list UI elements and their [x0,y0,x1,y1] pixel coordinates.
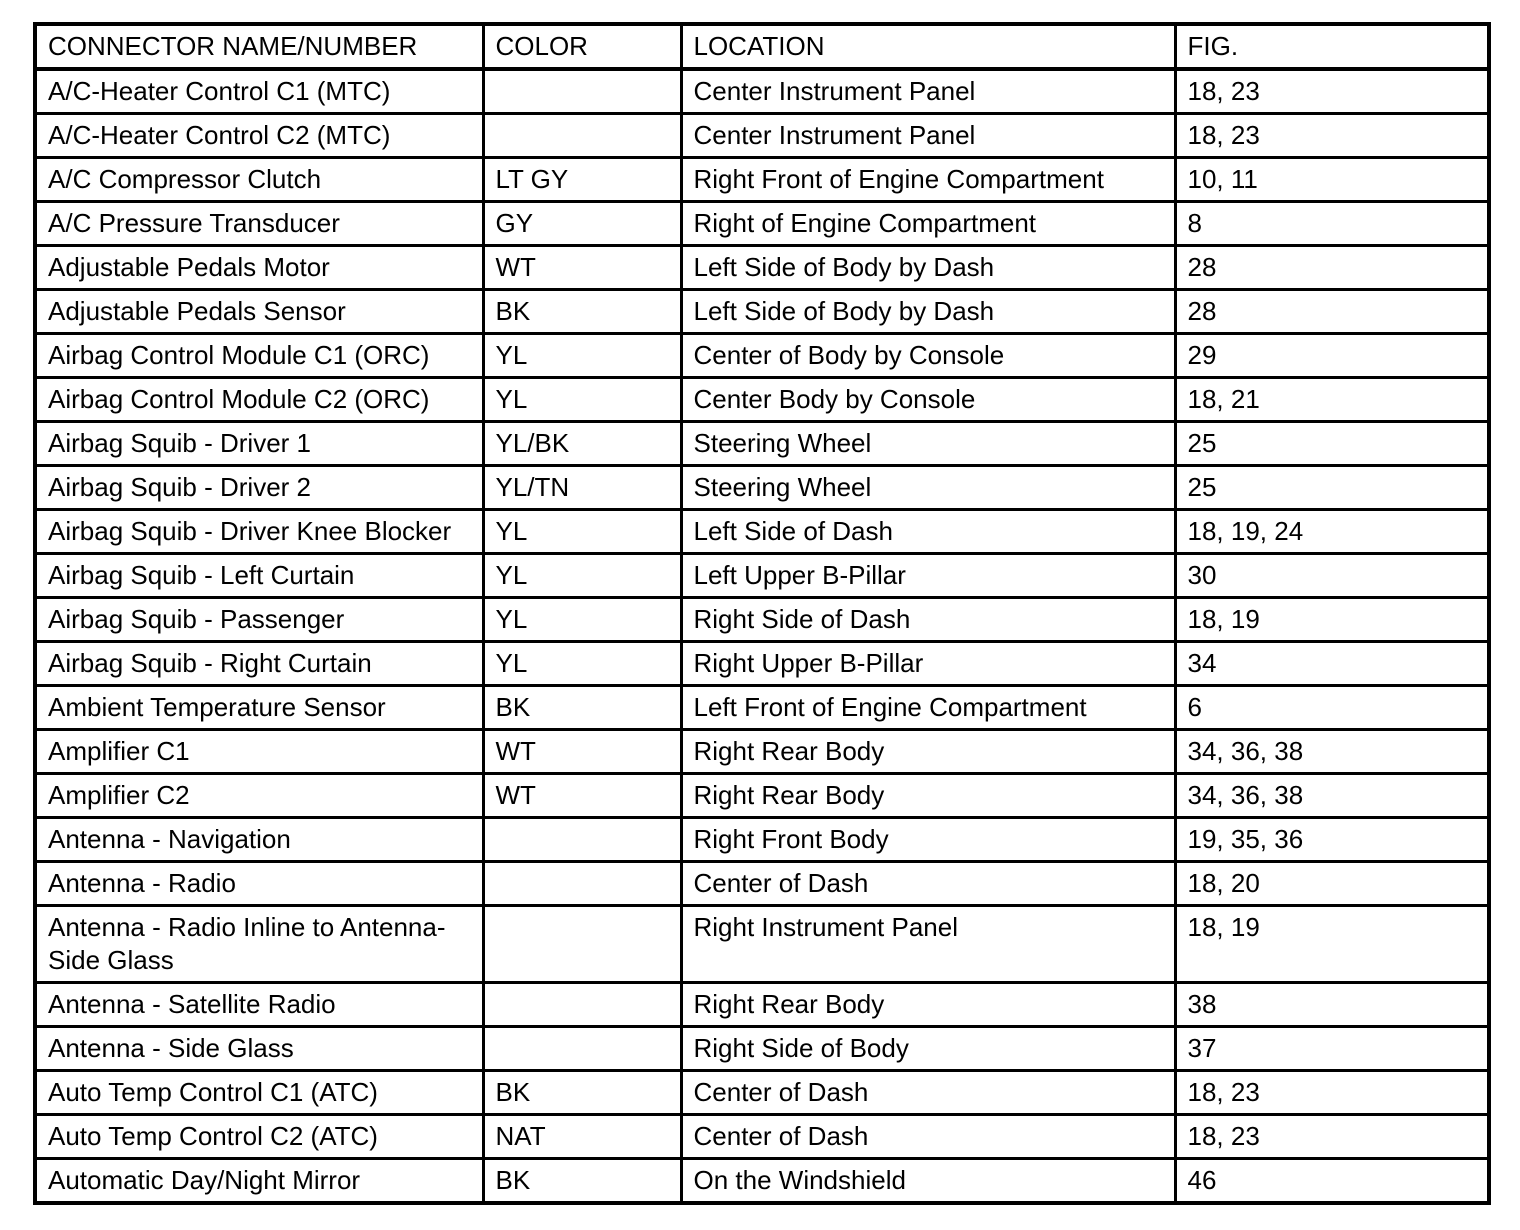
cell-fig: 38 [1175,983,1489,1027]
cell-fig: 28 [1175,290,1489,334]
cell-location: Right Side of Body [681,1027,1175,1071]
cell-fig: 28 [1175,246,1489,290]
cell-color [483,1027,681,1071]
table-row [35,598,1489,642]
cell-color: YL [483,554,681,598]
table-row [35,862,1489,906]
cell-connector-name: Airbag Squib - Right Curtain [35,642,483,686]
cell-location: Left Side of Dash [681,510,1175,554]
cell-connector-name: Antenna - Side Glass [35,1027,483,1071]
table-row [35,334,1489,378]
cell-color: WT [483,246,681,290]
cell-connector-name: Auto Temp Control C1 (ATC) [35,1071,483,1115]
cell-fig: 18, 19 [1175,598,1489,642]
connector-location-table [33,22,1491,1205]
column-header-location: LOCATION [681,24,1175,69]
cell-connector-name: A/C Compressor Clutch [35,158,483,202]
cell-connector-name: Auto Temp Control C2 (ATC) [35,1115,483,1159]
cell-location: Right Rear Body [681,730,1175,774]
cell-color [483,69,681,114]
cell-fig: 18, 20 [1175,862,1489,906]
table-row [35,906,1489,983]
cell-connector-name: Airbag Squib - Driver 1 [35,422,483,466]
table-row [35,246,1489,290]
cell-fig: 18, 23 [1175,1071,1489,1115]
column-header-connector-name: CONNECTOR NAME/NUMBER [35,24,483,69]
table-row [35,686,1489,730]
cell-color: WT [483,730,681,774]
header-row [35,24,1489,69]
table-row [35,554,1489,598]
cell-fig: 25 [1175,422,1489,466]
cell-fig: 34, 36, 38 [1175,774,1489,818]
cell-fig: 46 [1175,1159,1489,1204]
cell-location: Right Front Body [681,818,1175,862]
cell-color: YL [483,598,681,642]
cell-color: YL/TN [483,466,681,510]
cell-location: Center of Body by Console [681,334,1175,378]
table-row [35,466,1489,510]
cell-connector-name: Amplifier C1 [35,730,483,774]
cell-color [483,818,681,862]
table-row [35,818,1489,862]
table-row [35,114,1489,158]
cell-fig: 25 [1175,466,1489,510]
cell-fig: 29 [1175,334,1489,378]
cell-color: LT GY [483,158,681,202]
cell-connector-name: Antenna - Radio Inline to Antenna-Side Glass [35,906,483,983]
cell-fig: 8 [1175,202,1489,246]
cell-color: YL/BK [483,422,681,466]
cell-connector-name: Amplifier C2 [35,774,483,818]
table-row [35,983,1489,1027]
table-row [35,774,1489,818]
cell-connector-name: Airbag Control Module C1 (ORC) [35,334,483,378]
cell-connector-name: Airbag Squib - Driver Knee Blocker [35,510,483,554]
column-header-color: COLOR [483,24,681,69]
cell-connector-name: Adjustable Pedals Motor [35,246,483,290]
cell-color: BK [483,1071,681,1115]
cell-connector-name: Antenna - Navigation [35,818,483,862]
cell-connector-name: Airbag Squib - Left Curtain [35,554,483,598]
table-row [35,1159,1489,1204]
cell-location: Center Body by Console [681,378,1175,422]
cell-color [483,906,681,983]
cell-location: Left Side of Body by Dash [681,246,1175,290]
cell-fig: 34, 36, 38 [1175,730,1489,774]
cell-fig: 30 [1175,554,1489,598]
cell-location: Center of Dash [681,862,1175,906]
cell-connector-name: Antenna - Radio [35,862,483,906]
cell-fig: 18, 23 [1175,69,1489,114]
table-row [35,290,1489,334]
cell-location: Center Instrument Panel [681,114,1175,158]
cell-location: Center of Dash [681,1071,1175,1115]
cell-location: Right Front of Engine Compartment [681,158,1175,202]
cell-location: Center of Dash [681,1115,1175,1159]
column-header-fig: FIG. [1175,24,1489,69]
cell-connector-name: A/C-Heater Control C1 (MTC) [35,69,483,114]
cell-location: Steering Wheel [681,422,1175,466]
cell-fig: 19, 35, 36 [1175,818,1489,862]
table-row [35,422,1489,466]
table-row [35,730,1489,774]
table-row [35,510,1489,554]
table-row [35,1027,1489,1071]
table-row [35,378,1489,422]
cell-location: Right of Engine Compartment [681,202,1175,246]
table-row [35,69,1489,114]
cell-connector-name: A/C-Heater Control C2 (MTC) [35,114,483,158]
cell-location: Left Upper B-Pillar [681,554,1175,598]
cell-color: NAT [483,1115,681,1159]
cell-connector-name: Airbag Squib - Passenger [35,598,483,642]
cell-location: Right Instrument Panel [681,906,1175,983]
cell-fig: 18, 23 [1175,1115,1489,1159]
document-page [33,22,1491,1205]
cell-connector-name: A/C Pressure Transducer [35,202,483,246]
cell-location: Right Side of Dash [681,598,1175,642]
cell-fig: 18, 19, 24 [1175,510,1489,554]
cell-location: On the Windshield [681,1159,1175,1204]
cell-location: Left Side of Body by Dash [681,290,1175,334]
cell-connector-name: Ambient Temperature Sensor [35,686,483,730]
cell-connector-name: Airbag Squib - Driver 2 [35,466,483,510]
cell-color: YL [483,642,681,686]
cell-color: BK [483,290,681,334]
table-row [35,1071,1489,1115]
cell-fig: 10, 11 [1175,158,1489,202]
cell-fig: 34 [1175,642,1489,686]
cell-color: BK [483,686,681,730]
cell-color: WT [483,774,681,818]
cell-color: YL [483,378,681,422]
cell-location: Steering Wheel [681,466,1175,510]
table-row [35,158,1489,202]
table-row [35,202,1489,246]
cell-color: GY [483,202,681,246]
cell-fig: 6 [1175,686,1489,730]
cell-location: Center Instrument Panel [681,69,1175,114]
cell-color: BK [483,1159,681,1204]
cell-color: YL [483,510,681,554]
cell-location: Right Rear Body [681,983,1175,1027]
cell-fig: 18, 23 [1175,114,1489,158]
cell-location: Right Upper B-Pillar [681,642,1175,686]
table-row [35,642,1489,686]
cell-fig: 18, 21 [1175,378,1489,422]
table-row [35,1115,1489,1159]
cell-color [483,114,681,158]
cell-color [483,983,681,1027]
cell-color: YL [483,334,681,378]
cell-connector-name: Antenna - Satellite Radio [35,983,483,1027]
cell-fig: 18, 19 [1175,906,1489,983]
cell-location: Left Front of Engine Compartment [681,686,1175,730]
cell-location: Right Rear Body [681,774,1175,818]
cell-fig: 37 [1175,1027,1489,1071]
cell-color [483,862,681,906]
cell-connector-name: Adjustable Pedals Sensor [35,290,483,334]
cell-connector-name: Automatic Day/Night Mirror [35,1159,483,1204]
cell-connector-name: Airbag Control Module C2 (ORC) [35,378,483,422]
